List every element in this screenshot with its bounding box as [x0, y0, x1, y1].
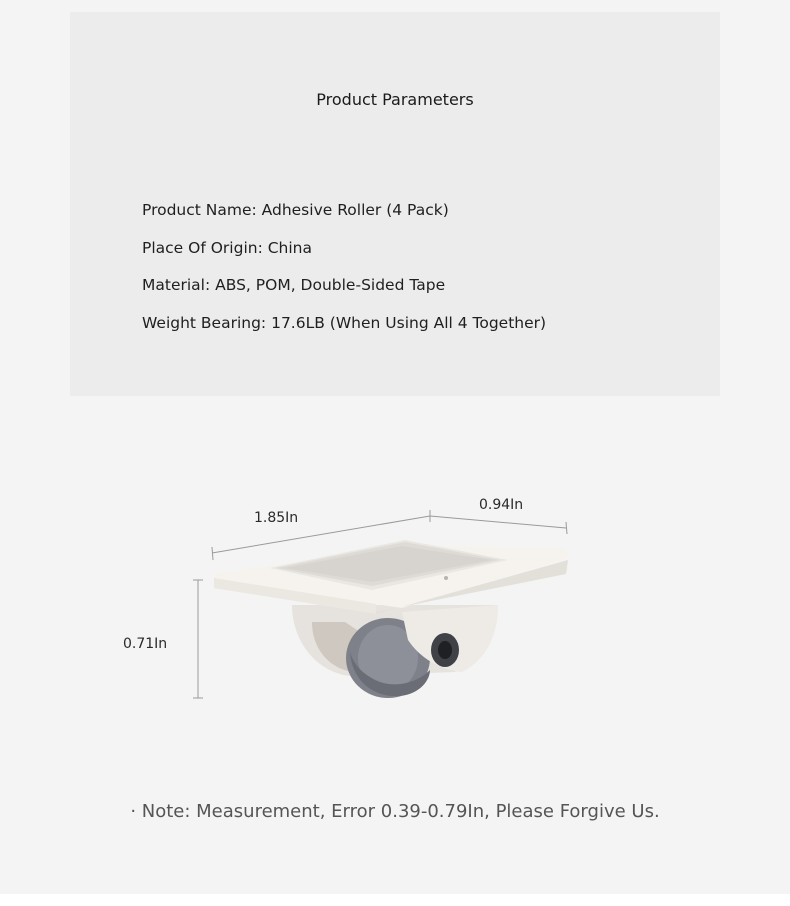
- parameters-title: Product Parameters: [316, 90, 474, 109]
- dimension-diagram: [0, 400, 790, 780]
- parameter-weight-bearing: Weight Bearing: 17.6LB (When Using All 4 Together): [142, 314, 547, 333]
- length-label: 1.85In: [254, 510, 299, 526]
- width-dimension-line: [430, 516, 567, 534]
- width-label: 0.94In: [479, 497, 524, 513]
- product-parameters-panel: [70, 12, 720, 396]
- roller-product: [214, 540, 568, 698]
- parameter-product-name: Product Name: Adhesive Roller (4 Pack): [142, 201, 449, 219]
- height-label: 0.71In: [123, 636, 168, 652]
- parameters-list: [142, 192, 546, 343]
- height-dimension-line: [193, 580, 203, 698]
- parameter-material: Material: ABS, POM, Double-Sided Tape: [142, 276, 446, 295]
- parameter-place-of-origin: Place Of Origin: China: [142, 238, 312, 257]
- roller-illustration: [0, 400, 790, 780]
- measurement-note: · Note: Measurement, Error 0.39-0.79In, Please Forgive Us.: [130, 801, 660, 822]
